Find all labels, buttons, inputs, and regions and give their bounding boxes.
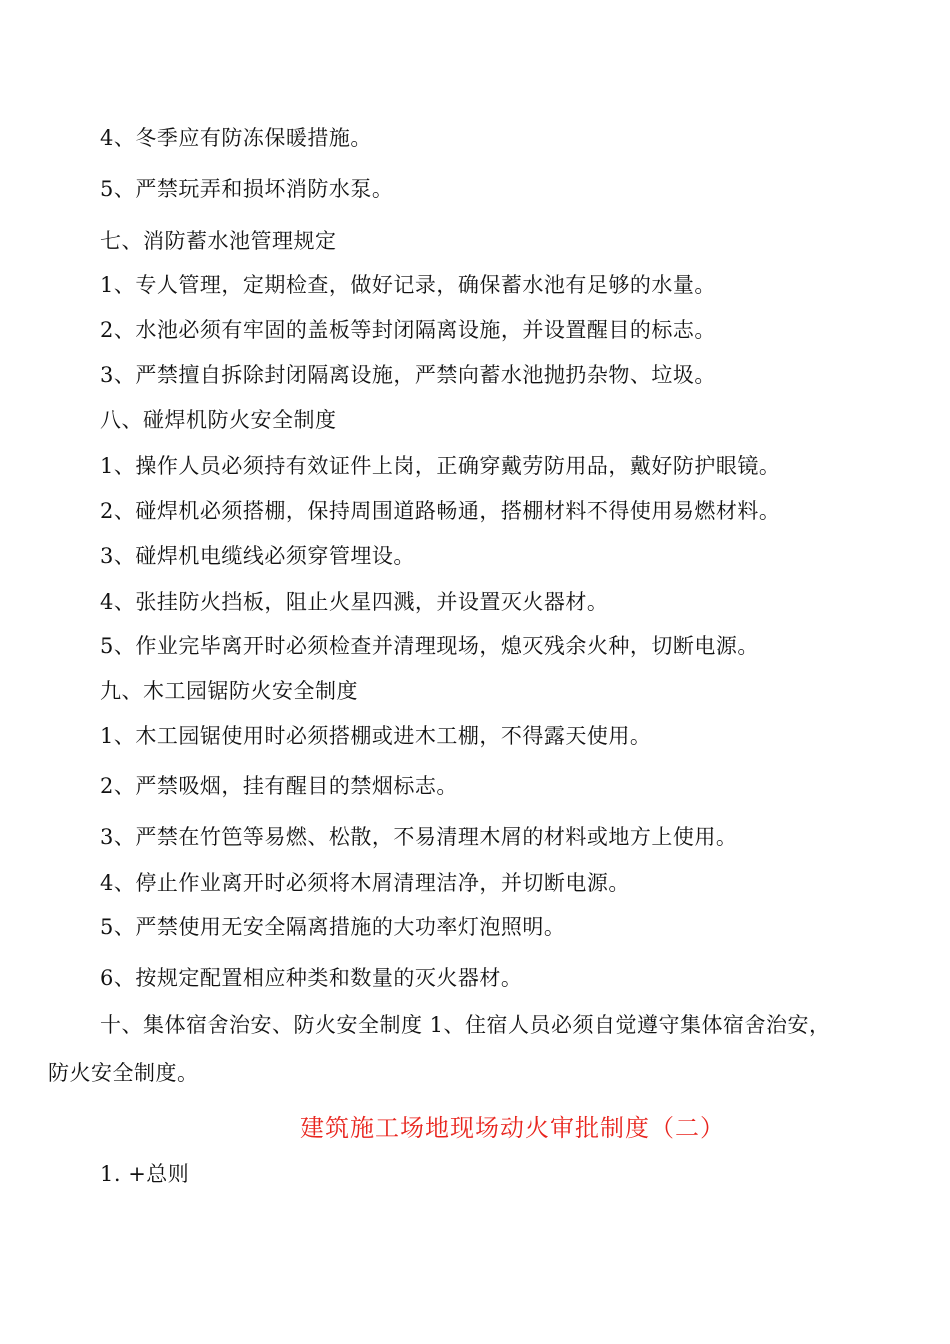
text-line: 4、停止作业离开时必须将木屑清理洁净，并切断电源。	[100, 871, 630, 895]
text-line: 1、专人管理，定期检查，做好记录，确保蓄水池有足够的水量。	[100, 273, 716, 297]
text-line: 5、严禁使用无安全隔离措施的大功率灯泡照明。	[100, 915, 566, 939]
text-line: 2、严禁吸烟，挂有醒目的禁烟标志。	[100, 774, 458, 798]
text-line: 5、严禁玩弄和损坏消防水泵。	[100, 177, 394, 201]
text-line: 1、操作人员必须持有效证件上岗，正确穿戴劳防用品，戴好防护眼镜。	[100, 454, 781, 478]
section-heading: 七、消防蓄水池管理规定	[100, 229, 337, 253]
text-line: 1. +总则	[100, 1162, 190, 1186]
text-line: 1、木工园锯使用时必须搭棚或进木工棚，不得露天使用。	[100, 724, 652, 748]
text-line: 4、张挂防火挡板，阻止火星四溅，并设置灭火器材。	[100, 590, 609, 614]
text-line: 3、严禁擅自拆除封闭隔离设施，严禁向蓄水池抛扔杂物、垃圾。	[100, 363, 716, 387]
text-line: 2、碰焊机必须搭棚，保持周围道路畅通，搭棚材料不得使用易燃材料。	[100, 499, 781, 523]
text-line: 3、严禁在竹笆等易燃、松散，不易清理木屑的材料或地方上使用。	[100, 825, 738, 849]
text-line: 5、作业完毕离开时必须检查并清理现场，熄灭残余火种，切断电源。	[100, 634, 759, 658]
text-line: 6、按规定配置相应种类和数量的灭火器材。	[100, 966, 523, 990]
section-heading: 八、碰焊机防火安全制度	[100, 408, 337, 432]
text-line: 2、水池必须有牢固的盖板等封闭隔离设施，并设置醒目的标志。	[100, 318, 716, 342]
paragraph-ten-line-1: 十、集体宿舍治安、防火安全制度 1、住宿人员必须自觉遵守集体宿舍治安，	[100, 1013, 831, 1037]
paragraph-ten-line-2: 防火安全制度。	[48, 1061, 199, 1085]
section-title: 建筑施工场地现场动火审批制度（二）	[300, 1114, 725, 1142]
section-heading: 九、木工园锯防火安全制度	[100, 679, 358, 703]
text-line: 4、冬季应有防冻保暖措施。	[100, 126, 372, 150]
text-line: 3、碰焊机电缆线必须穿管埋设。	[100, 544, 415, 568]
